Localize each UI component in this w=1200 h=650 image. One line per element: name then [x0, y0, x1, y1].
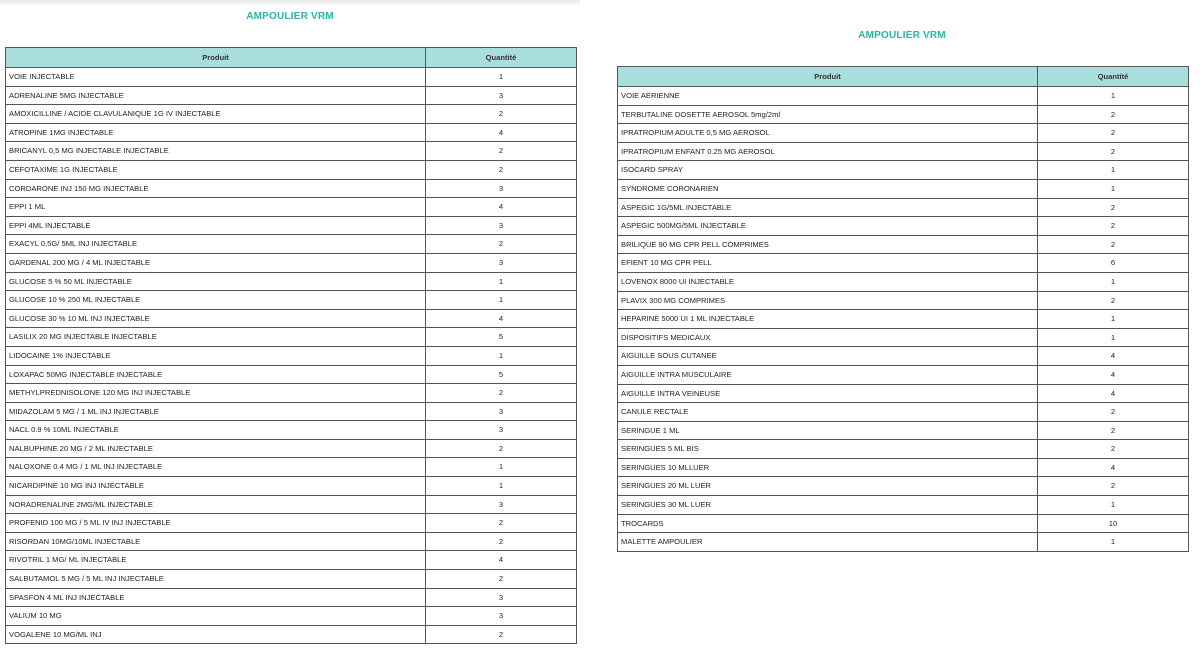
table-row: [6, 179, 577, 198]
quantity-cell: 5: [426, 365, 577, 384]
product-cell: VOGALENE 10 MG/ML INJ: [6, 625, 426, 644]
product-cell: MIDAZOLAM 5 MG / 1 ML INJ INJECTABLE: [6, 402, 426, 421]
quantity-cell: 2: [1038, 124, 1189, 143]
product-cell: ASPEGIC 1G/5ML INJECTABLE: [618, 198, 1038, 217]
table-row: [6, 495, 577, 514]
quantity-cell: 2: [1038, 142, 1189, 161]
table-row: [6, 384, 577, 403]
table-row: [618, 365, 1189, 384]
table-row: [6, 365, 577, 384]
table-row: [6, 477, 577, 496]
quantity-cell: 4: [426, 551, 577, 570]
quantity-cell: 1: [426, 477, 577, 496]
product-cell: MALETTE AMPOULIER: [618, 533, 1038, 552]
table-row: [6, 421, 577, 440]
table-row: [6, 142, 577, 161]
product-cell: DISPOSITIFS MEDICAUX: [618, 328, 1038, 347]
product-cell: AMOXICILLINE / ACIDE CLAVULANIQUE 1G IV INJECTABLE: [6, 105, 426, 124]
table-row: [618, 198, 1189, 217]
table-row: [618, 440, 1189, 459]
table-row: [6, 607, 577, 626]
quantity-cell: 2: [1038, 477, 1189, 496]
quantity-cell: 3: [426, 495, 577, 514]
page-title: AMPOULIER VRM: [858, 30, 946, 41]
product-cell: SERINGUES 30 ML LUER: [618, 496, 1038, 515]
table-row: [618, 124, 1189, 143]
column-header-quantity: Quantité: [426, 48, 577, 68]
product-cell: SERINGUES 10 MLLUER: [618, 458, 1038, 477]
table-body: [6, 68, 577, 644]
product-cell: VOIE AERIENNE: [618, 87, 1038, 106]
table-row: [6, 570, 577, 589]
product-cell: CANULE RECTALE: [618, 403, 1038, 422]
product-cell: AIGUILLE SOUS CUTANEE: [618, 347, 1038, 366]
product-cell: TERBUTALINE DOSETTE AEROSOL 5mg/2ml: [618, 105, 1038, 124]
quantity-cell: 4: [1038, 384, 1189, 403]
table-row: [618, 403, 1189, 422]
table-row: [6, 551, 577, 570]
product-cell: EFIENT 10 MG CPR PELL: [618, 254, 1038, 273]
product-cell: AIGUILLE INTRA MUSCULAIRE: [618, 365, 1038, 384]
quantity-cell: 2: [426, 532, 577, 551]
quantity-cell: 2: [426, 514, 577, 533]
table-row: [6, 86, 577, 105]
table-row: [6, 532, 577, 551]
table-row: [6, 68, 577, 87]
table-row: [618, 533, 1189, 552]
table-row: [6, 402, 577, 421]
product-cell: METHYLPREDNISOLONE 120 MG INJ INJECTABLE: [6, 384, 426, 403]
table-row: [6, 514, 577, 533]
product-cell: HEPARINE 5000 UI 1 ML INJECTABLE: [618, 310, 1038, 329]
quantity-cell: 2: [426, 625, 577, 644]
product-cell: SALBUTAMOL 5 MG / 5 ML INJ INJECTABLE: [6, 570, 426, 589]
page-title: AMPOULIER VRM: [246, 11, 334, 22]
table-row: [618, 179, 1189, 198]
product-cell: RIVOTRIL 1 MG/ ML INJECTABLE: [6, 551, 426, 570]
quantity-cell: 3: [426, 402, 577, 421]
table-body: [618, 87, 1189, 552]
quantity-cell: 1: [1038, 328, 1189, 347]
quantity-cell: 1: [1038, 161, 1189, 180]
quantity-cell: 3: [426, 253, 577, 272]
table-row: [6, 123, 577, 142]
quantity-cell: 2: [1038, 291, 1189, 310]
table-row: [618, 496, 1189, 515]
table-row: [618, 142, 1189, 161]
table-row: [6, 625, 577, 644]
quantity-cell: 2: [1038, 198, 1189, 217]
quantity-cell: 3: [426, 216, 577, 235]
quantity-cell: 2: [426, 235, 577, 254]
quantity-cell: 10: [1038, 514, 1189, 533]
product-table: [5, 47, 577, 644]
product-cell: CORDARONE INJ 150 MG INJECTABLE: [6, 179, 426, 198]
table-header-row: [618, 67, 1189, 87]
column-header-product: Produit: [618, 67, 1038, 87]
product-cell: SPASFON 4 ML INJ INJECTABLE: [6, 588, 426, 607]
quantity-cell: 2: [1038, 403, 1189, 422]
product-cell: ISOCARD SPRAY: [618, 161, 1038, 180]
table-row: [618, 272, 1189, 291]
table-row: [6, 439, 577, 458]
left-page: [0, 0, 580, 650]
product-cell: ASPEGIC 500MG/5ML INJECTABLE: [618, 217, 1038, 236]
quantity-cell: 2: [1038, 421, 1189, 440]
table-row: [6, 235, 577, 254]
column-header-product: Produit: [6, 48, 426, 68]
quantity-cell: 2: [426, 142, 577, 161]
table-row: [6, 160, 577, 179]
quantity-cell: 1: [1038, 533, 1189, 552]
quantity-cell: 2: [1038, 217, 1189, 236]
quantity-cell: 5: [426, 328, 577, 347]
product-cell: EPPI 1 ML: [6, 198, 426, 217]
product-cell: GLUCOSE 5 % 50 ML INJECTABLE: [6, 272, 426, 291]
quantity-cell: 4: [1038, 458, 1189, 477]
table-row: [618, 421, 1189, 440]
product-cell: GLUCOSE 10 % 250 ML INJECTABLE: [6, 291, 426, 310]
product-cell: PROFENID 100 MG / 5 ML IV INJ INJECTABLE: [6, 514, 426, 533]
table-row: [618, 235, 1189, 254]
table-row: [6, 309, 577, 328]
table-row: [618, 477, 1189, 496]
table-row: [6, 588, 577, 607]
table-row: [618, 328, 1189, 347]
table-row: [618, 291, 1189, 310]
quantity-cell: 3: [426, 86, 577, 105]
product-cell: RISORDAN 10MG/10ML INJECTABLE: [6, 532, 426, 551]
product-cell: SERINGUES 20 ML LUER: [618, 477, 1038, 496]
table-row: [618, 310, 1189, 329]
quantity-cell: 1: [1038, 310, 1189, 329]
column-header-quantity: Quantité: [1038, 67, 1189, 87]
table-row: [618, 347, 1189, 366]
product-cell: LOXAPAC 50MG INJECTABLE INJECTABLE: [6, 365, 426, 384]
quantity-cell: 4: [426, 123, 577, 142]
quantity-cell: 1: [426, 346, 577, 365]
quantity-cell: 2: [426, 160, 577, 179]
product-cell: IPRATROPIUM ADULTE 0,5 MG AEROSOL: [618, 124, 1038, 143]
quantity-cell: 2: [426, 570, 577, 589]
product-cell: BRICANYL 0,5 MG INJECTABLE INJECTABLE: [6, 142, 426, 161]
quantity-cell: 1: [426, 272, 577, 291]
quantity-cell: 2: [1038, 235, 1189, 254]
quantity-cell: 3: [426, 179, 577, 198]
quantity-cell: 3: [426, 421, 577, 440]
quantity-cell: 1: [1038, 179, 1189, 198]
product-cell: NALBUPHINE 20 MG / 2 ML INJECTABLE: [6, 439, 426, 458]
product-cell: LOVENOX 8000 UI INJECTABLE: [618, 272, 1038, 291]
quantity-cell: 1: [426, 291, 577, 310]
right-page: [604, 0, 1200, 650]
table-row: [618, 217, 1189, 236]
table-row: [618, 254, 1189, 273]
product-cell: CEFOTAXIME 1G INJECTABLE: [6, 160, 426, 179]
page-top-shadow: [0, 0, 580, 6]
quantity-cell: 4: [426, 198, 577, 217]
quantity-cell: 1: [1038, 272, 1189, 291]
product-cell: SYNDROME CORONARIEN: [618, 179, 1038, 198]
table-header-row: [6, 48, 577, 68]
table-row: [6, 253, 577, 272]
table-row: [618, 458, 1189, 477]
product-cell: NALOXONE 0.4 MG / 1 ML INJ INJECTABLE: [6, 458, 426, 477]
product-cell: ADRENALINE 5MG INJECTABLE: [6, 86, 426, 105]
product-cell: VOIE INJECTABLE: [6, 68, 426, 87]
quantity-cell: 6: [1038, 254, 1189, 273]
product-cell: VALIUM 10 MG: [6, 607, 426, 626]
quantity-cell: 3: [426, 588, 577, 607]
table-row: [6, 291, 577, 310]
table-row: [6, 216, 577, 235]
quantity-cell: 2: [1038, 440, 1189, 459]
quantity-cell: 1: [426, 68, 577, 87]
quantity-cell: 4: [1038, 347, 1189, 366]
quantity-cell: 4: [426, 309, 577, 328]
product-cell: NORADRENALINE 2MG/ML INJECTABLE: [6, 495, 426, 514]
quantity-cell: 1: [1038, 87, 1189, 106]
table-row: [6, 105, 577, 124]
product-cell: NACL 0.9 % 10ML INJECTABLE: [6, 421, 426, 440]
product-cell: TROCARDS: [618, 514, 1038, 533]
product-cell: EXACYL 0,5G/ 5ML INJ INJECTABLE: [6, 235, 426, 254]
product-cell: AIGUILLE INTRA VEINEUSE: [618, 384, 1038, 403]
table-row: [6, 458, 577, 477]
product-cell: BRILIQUE 90 MG CPR PELL COMPRIMES: [618, 235, 1038, 254]
table-row: [6, 272, 577, 291]
table-row: [6, 346, 577, 365]
quantity-cell: 2: [426, 384, 577, 403]
quantity-cell: 2: [1038, 105, 1189, 124]
quantity-cell: 4: [1038, 365, 1189, 384]
product-cell: GARDENAL 200 MG / 4 ML INJECTABLE: [6, 253, 426, 272]
table-row: [618, 105, 1189, 124]
product-cell: LIDOCAINE 1% INJECTABLE: [6, 346, 426, 365]
quantity-cell: 2: [426, 439, 577, 458]
product-cell: LASILIX 20 MG INJECTABLE INJECTABLE: [6, 328, 426, 347]
product-cell: PLAVIX 300 MG COMPRIMES: [618, 291, 1038, 310]
table-row: [6, 198, 577, 217]
product-cell: GLUCOSE 30 % 10 ML INJ INJECTABLE: [6, 309, 426, 328]
table-row: [618, 384, 1189, 403]
quantity-cell: 1: [1038, 496, 1189, 515]
product-cell: ATROPINE 1MG INJECTABLE: [6, 123, 426, 142]
product-cell: SERINGUE 1 ML: [618, 421, 1038, 440]
table-row: [618, 514, 1189, 533]
product-cell: EPPI 4ML INJECTABLE: [6, 216, 426, 235]
table-row: [618, 161, 1189, 180]
product-cell: IPRATROPIUM ENFANT 0.25 MG AEROSOL: [618, 142, 1038, 161]
product-cell: NICARDIPINE 10 MG INJ INJECTABLE: [6, 477, 426, 496]
quantity-cell: 3: [426, 607, 577, 626]
quantity-cell: 2: [426, 105, 577, 124]
product-cell: SERINGUES 5 ML BIS: [618, 440, 1038, 459]
table-row: [618, 87, 1189, 106]
quantity-cell: 1: [426, 458, 577, 477]
product-table: [617, 66, 1189, 552]
table-row: [6, 328, 577, 347]
